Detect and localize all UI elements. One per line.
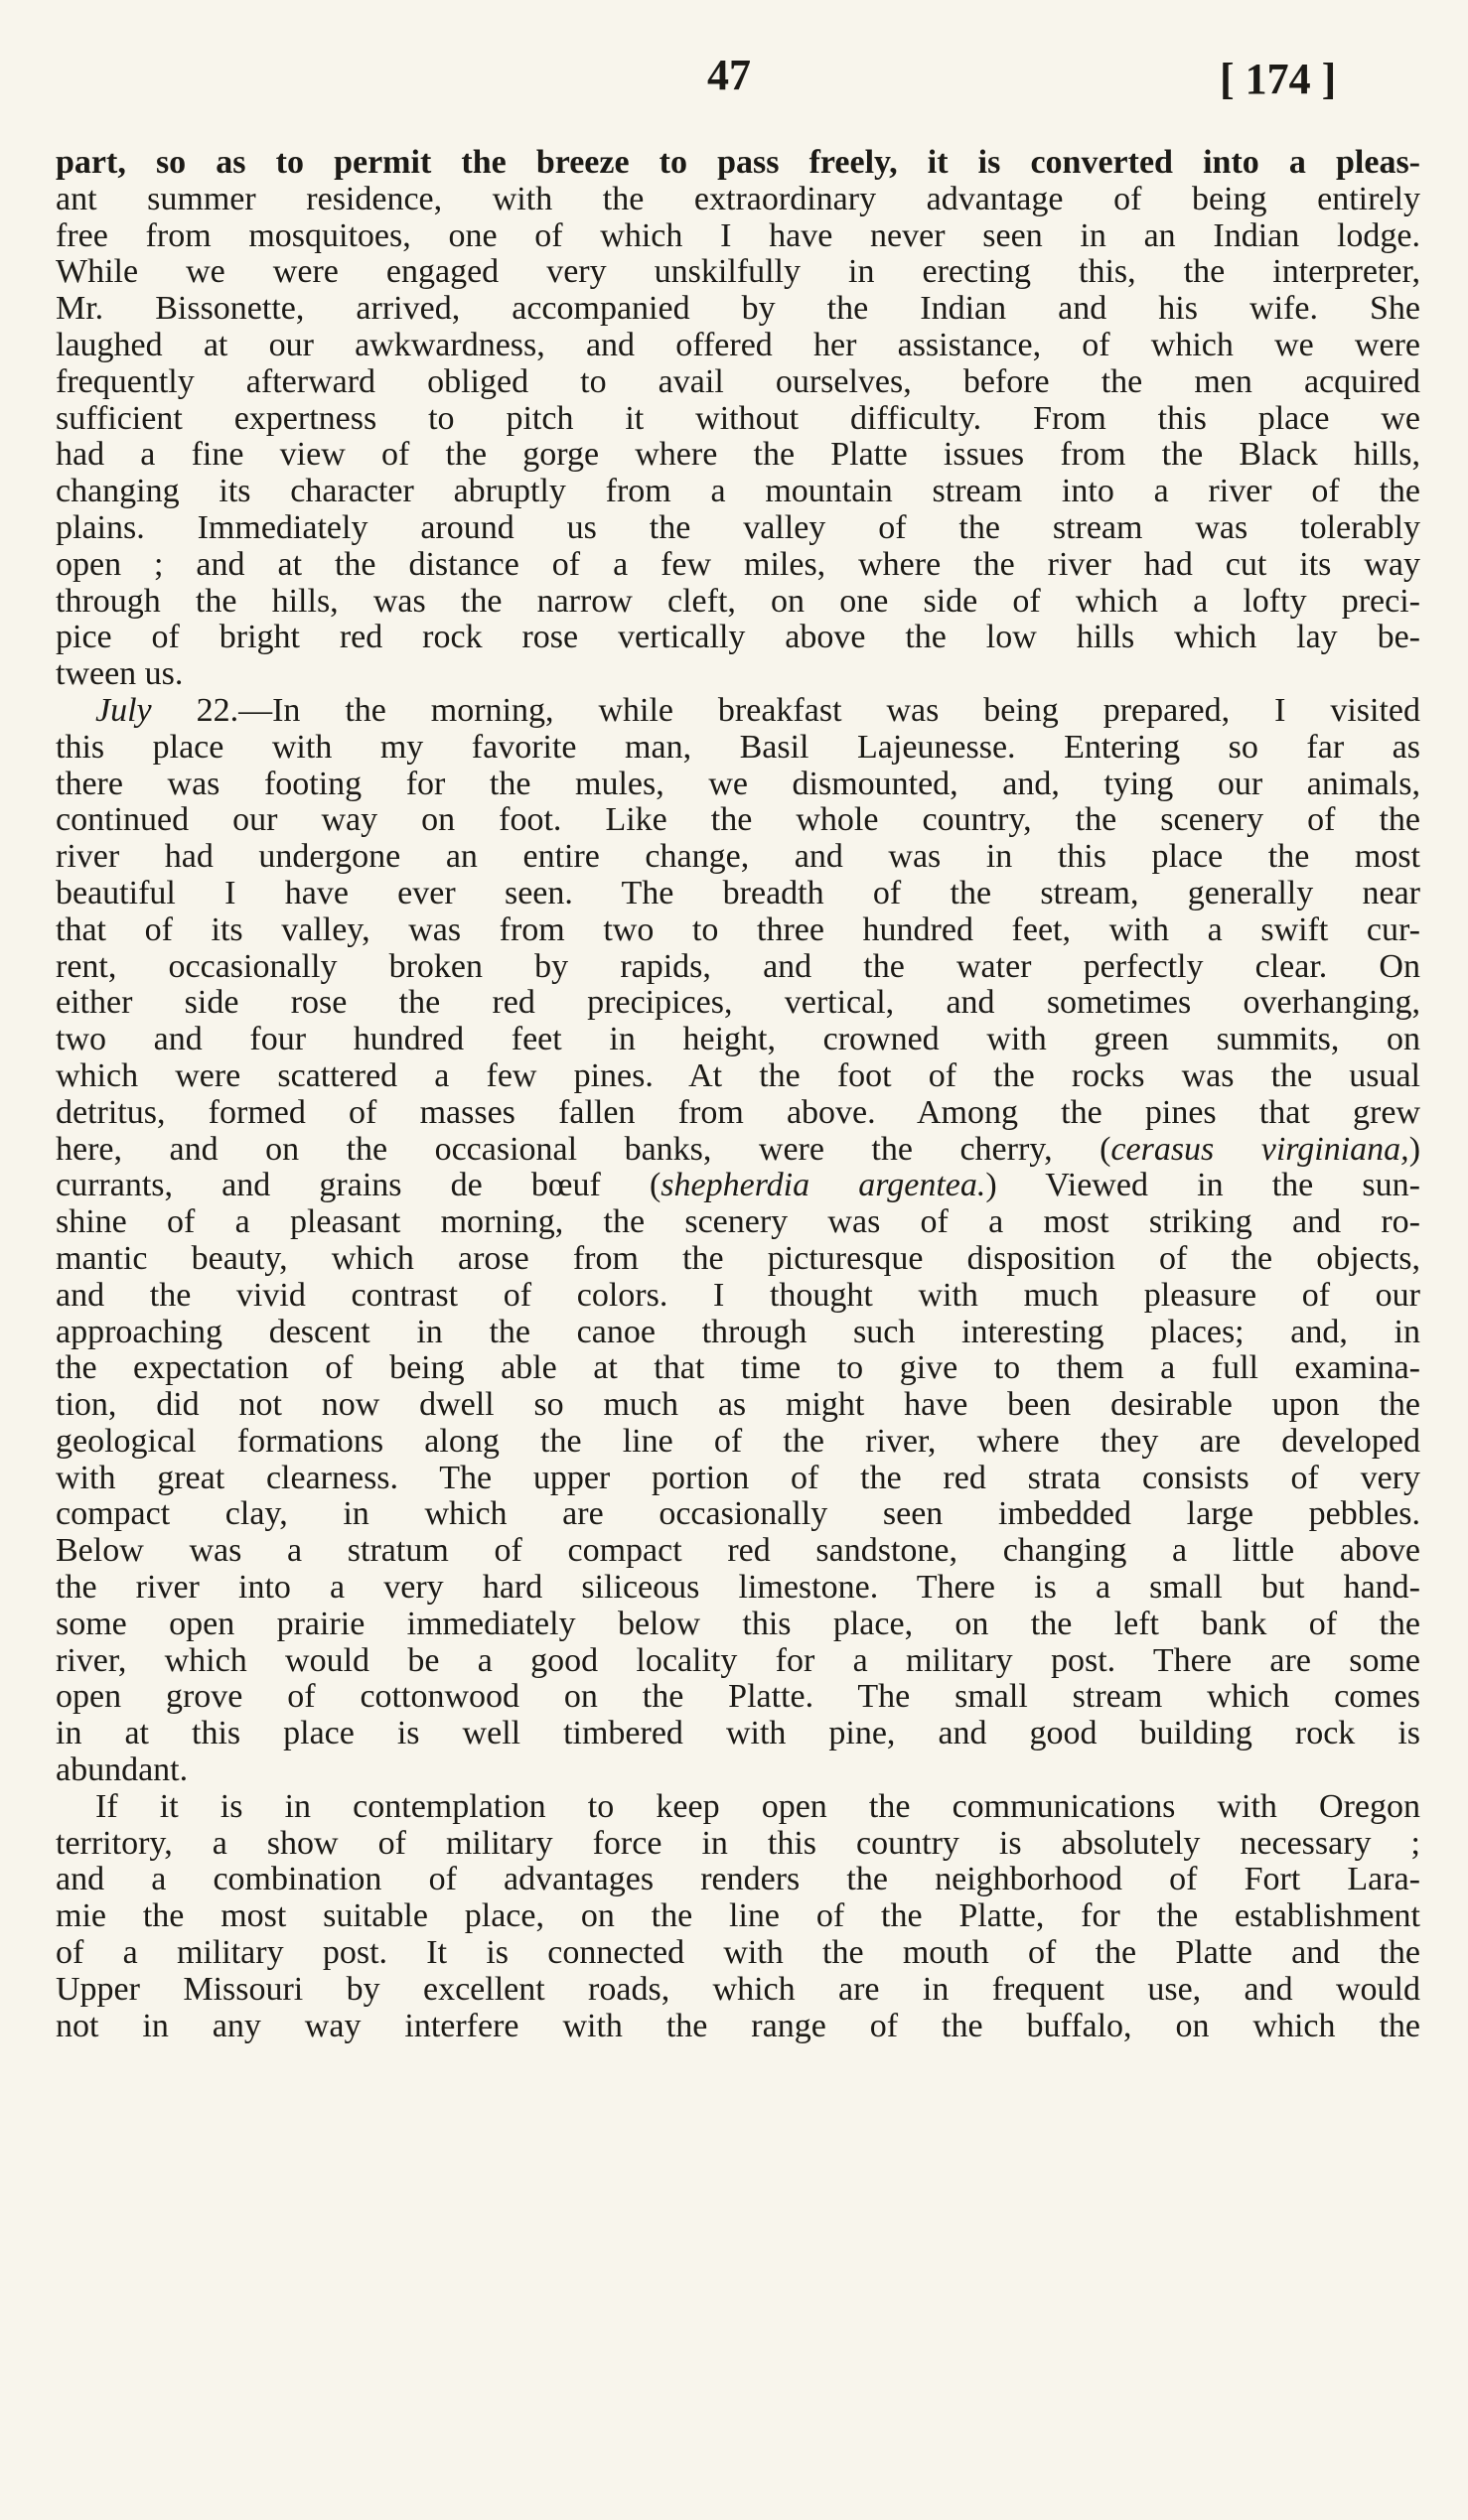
- text-line: [56, 145, 1420, 182]
- text-line: [56, 1496, 1420, 1533]
- text-run: two and four hundred feet in height, crowned with green summits, on: [56, 1021, 1420, 1058]
- text-line: [56, 1898, 1420, 1935]
- text-line: [56, 985, 1420, 1022]
- text-run: While we were engaged very unskilfully in erecting this, the interpreter,: [56, 253, 1420, 291]
- text-line: [56, 1570, 1420, 1607]
- text-line: [56, 876, 1420, 912]
- text-line: [56, 1972, 1420, 2009]
- text-run: here, and on the occasional banks, were the cherry, (: [56, 1130, 1111, 1168]
- text-line: [56, 401, 1420, 438]
- text-line: [56, 1132, 1420, 1169]
- text-line: [56, 1679, 1420, 1716]
- text-line: [56, 1058, 1420, 1095]
- text-line: [56, 1424, 1420, 1461]
- text-run: some open prairie immediately below this place, on the left bank of the: [56, 1605, 1420, 1642]
- text-run: geological formations along the line of the river, where they are developed: [56, 1422, 1420, 1460]
- document-number: [ 174 ]: [1220, 55, 1337, 103]
- text-line: [56, 1315, 1420, 1351]
- italic-text: July: [95, 691, 152, 729]
- text-run: there was footing for the mules, we dismounted, and, tying our animals,: [56, 765, 1420, 802]
- text-line: [56, 1241, 1420, 1278]
- text-run: Below was a stratum of compact red sandstone, changing a little above: [56, 1532, 1420, 1570]
- text-line: [56, 182, 1420, 218]
- text-run: river had undergone an entire change, and was in this place the most: [56, 838, 1420, 876]
- text-line: [56, 1789, 1420, 1826]
- text-run: plains. Immediately around us the valley of the stream was tolerably: [56, 508, 1420, 546]
- text-run: tion, did not now dwell so much as might have been desirable upon the: [56, 1386, 1420, 1424]
- page-number: 47: [707, 51, 751, 99]
- text-run: continued our way on foot. Like the whole country, the scenery of the: [56, 801, 1420, 839]
- text-run: in at this place is well timbered with pine, and good building rock is: [56, 1715, 1420, 1752]
- text-run: If it is in contemplation to keep open the communications with Oregon: [95, 1787, 1420, 1825]
- text-line: [56, 839, 1420, 876]
- text-line: [56, 693, 1420, 730]
- text-line: [56, 912, 1420, 949]
- text-run: approaching descent in the canoe through such interesting places; and, in: [56, 1313, 1420, 1350]
- text-run: beautiful I have ever seen. The breadth of the stream, generally near: [56, 874, 1420, 911]
- text-run: which were scattered a few pines. At the foot of the rocks was the usual: [56, 1056, 1420, 1094]
- text-line: [56, 1350, 1420, 1387]
- text-run: changing its character abruptly from a mountain stream into a river of the: [56, 473, 1420, 510]
- text-run: this place with my favorite man, Basil Lajeunesse. Entering so far as: [56, 728, 1420, 766]
- text-line: [56, 2009, 1420, 2045]
- text-run: mie the most suitable place, on the line of the Platte, for the establishment: [56, 1897, 1420, 1935]
- text-line: [56, 656, 1420, 693]
- text-run: and a combination of advantages renders the neighborhood of Fort Lara-: [56, 1861, 1420, 1898]
- text-run: and the vivid contrast of colors. I thought with much pleasure of our: [56, 1276, 1420, 1314]
- text-line: [56, 1461, 1420, 1497]
- text-line: [56, 584, 1420, 621]
- text-line: [56, 474, 1420, 510]
- text-run: tween us.: [56, 655, 184, 693]
- text-run: abundant.: [56, 1751, 189, 1789]
- text-line: [56, 291, 1420, 328]
- text-run: shine of a pleasant morning, the scenery was of a most striking and ro-: [56, 1203, 1420, 1241]
- text-run: currants, and grains de bœuf (: [56, 1167, 661, 1204]
- text-line: [56, 328, 1420, 364]
- text-line: [56, 437, 1420, 474]
- text-line: [56, 364, 1420, 401]
- text-run: pice of bright red rock rose vertically above the low hills which lay be-: [56, 619, 1420, 656]
- text-line: [56, 1716, 1420, 1752]
- text-line: [56, 1204, 1420, 1241]
- text-run: of a military post. It is connected with the mouth of the Platte and the: [56, 1934, 1420, 1972]
- text-run: territory, a show of military force in this country is absolutely necessary ;: [56, 1824, 1420, 1862]
- text-run: open grove of cottonwood on the Platte. The small stream which comes: [56, 1678, 1420, 1716]
- text-line: [56, 949, 1420, 986]
- text-line: [56, 1826, 1420, 1863]
- text-run: sufficient expertness to pitch it without difficulty. From this place we: [56, 399, 1420, 437]
- text-line: [56, 730, 1420, 767]
- text-line: [56, 1643, 1420, 1680]
- text-run: open ; and at the distance of a few miles, where the river had cut its way: [56, 545, 1420, 583]
- text-run: the river into a very hard siliceous limestone. There is a small but hand-: [56, 1569, 1420, 1607]
- text-run: free from mosquitoes, one of which I have never seen in an Indian lodge.: [56, 216, 1420, 254]
- text-line: [56, 1752, 1420, 1789]
- text-line: [56, 767, 1420, 803]
- text-run: detritus, formed of masses fallen from above. Among the pines that grew: [56, 1093, 1420, 1131]
- italic-text: cerasus virginiana,: [1110, 1130, 1409, 1168]
- text-run: not in any way interfere with the range of the buffalo, on which the: [56, 2007, 1420, 2044]
- page-header: [0, 36, 1468, 115]
- text-run: rent, occasionally broken by rapids, and the water perfectly clear. On: [56, 947, 1420, 985]
- body-text: [56, 145, 1420, 2044]
- text-line: [56, 802, 1420, 839]
- text-run: either side rose the red precipices, vertical, and sometimes overhanging,: [56, 984, 1420, 1022]
- text-line: [56, 1168, 1420, 1204]
- text-run: the expectation of being able at that time to give to them a full examina-: [56, 1349, 1420, 1387]
- italic-text: shepherdia argentea.: [661, 1167, 986, 1204]
- text-line: [56, 1022, 1420, 1058]
- text-run: frequently afterward obliged to avail ourselves, before the men acquired: [56, 362, 1420, 400]
- text-line: [56, 620, 1420, 656]
- text-run: ant summer residence, with the extraordinary advantage of being entirely: [56, 180, 1420, 217]
- text-run: with great clearness. The upper portion of the red strata consists of very: [56, 1459, 1420, 1496]
- text-line: [56, 510, 1420, 547]
- text-run: ): [1408, 1130, 1421, 1168]
- text-run: that of its valley, was from two to three hundred feet, with a swift cur-: [56, 910, 1420, 948]
- text-run: Upper Missouri by excellent roads, which are in frequent use, and would: [56, 1970, 1420, 2008]
- text-run: had a fine view of the gorge where the Platte issues from the Black hills,: [56, 436, 1420, 474]
- text-run: 22.—In the morning, while breakfast was being prepared, I visited: [151, 691, 1420, 729]
- text-line: [56, 1862, 1420, 1898]
- text-run: Mr. Bissonette, arrived, accompanied by the Indian and his wife. She: [56, 290, 1420, 328]
- text-run: mantic beauty, which arose from the picturesque disposition of the objects,: [56, 1239, 1420, 1277]
- text-run: laughed at our awkwardness, and offered her assistance, of which we were: [56, 326, 1420, 363]
- text-line: [56, 1935, 1420, 1972]
- text-run: ) Viewed in the sun-: [985, 1167, 1420, 1204]
- text-line: [56, 1095, 1420, 1132]
- text-line: [56, 1533, 1420, 1570]
- text-run: part, so as to permit the breeze to pass freely, it is converted into a pleas-: [56, 144, 1420, 181]
- text-line: [56, 254, 1420, 291]
- text-run: through the hills, was the narrow cleft, on one side of which a lofty preci-: [56, 582, 1420, 620]
- text-run: river, which would be a good locality for a military post. There are some: [56, 1641, 1420, 1679]
- text-line: [56, 218, 1420, 255]
- text-line: [56, 1387, 1420, 1424]
- text-line: [56, 1278, 1420, 1315]
- text-line: [56, 547, 1420, 584]
- text-line: [56, 1607, 1420, 1643]
- text-run: compact clay, in which are occasionally seen imbedded large pebbles.: [56, 1495, 1420, 1533]
